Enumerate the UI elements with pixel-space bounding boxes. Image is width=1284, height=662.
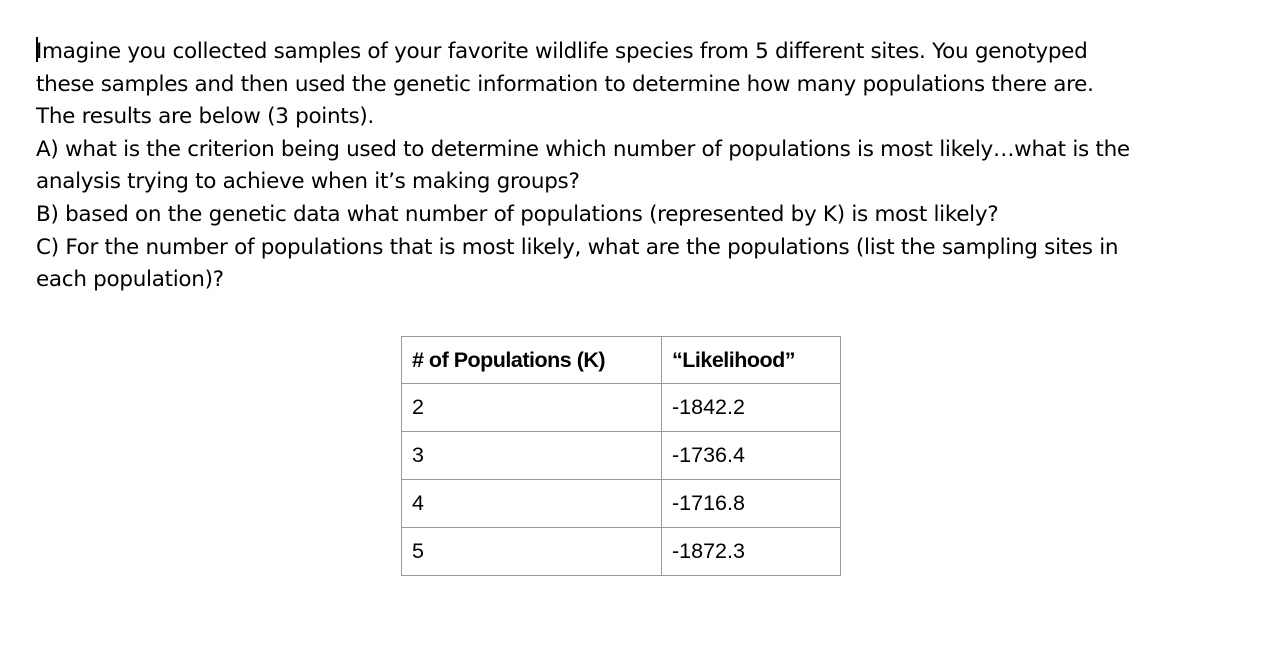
question-line: these samples and then used the genetic information to determine how many populations there are. (36, 71, 1094, 97)
question-text (36, 36, 1236, 297)
header-likelihood: “Likelihood” (662, 337, 841, 384)
results-table (401, 336, 841, 576)
cell-likelihood: -1736.4 (662, 432, 841, 480)
table-row (402, 384, 841, 432)
question-line: The results are below (3 points). (36, 104, 374, 130)
table-row (402, 480, 841, 528)
question-line: analysis trying to achieve when it’s making groups? (36, 169, 580, 195)
question-part-c: C) For the number of populations that is most likely, what are the populations (list the sampling sites in (36, 234, 1119, 260)
question-part-a: A) what is the criterion being used to determine which number of populations is most likely…what is the (36, 136, 1130, 162)
question-line: Imagine you collected samples of your favorite wildlife species from 5 different sites. You genotyped (36, 39, 1088, 64)
table-row (402, 528, 841, 576)
cell-k: 4 (402, 480, 662, 528)
table-row (402, 432, 841, 480)
question-part-b: B) based on the genetic data what number of populations (represented by K) is most likely? (36, 201, 999, 227)
cell-k: 2 (402, 384, 662, 432)
cell-likelihood: -1716.8 (662, 480, 841, 528)
cell-k: 5 (402, 528, 662, 576)
cell-likelihood: -1872.3 (662, 528, 841, 576)
question-line: each population)? (36, 267, 224, 293)
cell-k: 3 (402, 432, 662, 480)
cell-likelihood: -1842.2 (662, 384, 841, 432)
header-populations: # of Populations (K) (402, 337, 662, 384)
table-header-row (402, 337, 841, 384)
